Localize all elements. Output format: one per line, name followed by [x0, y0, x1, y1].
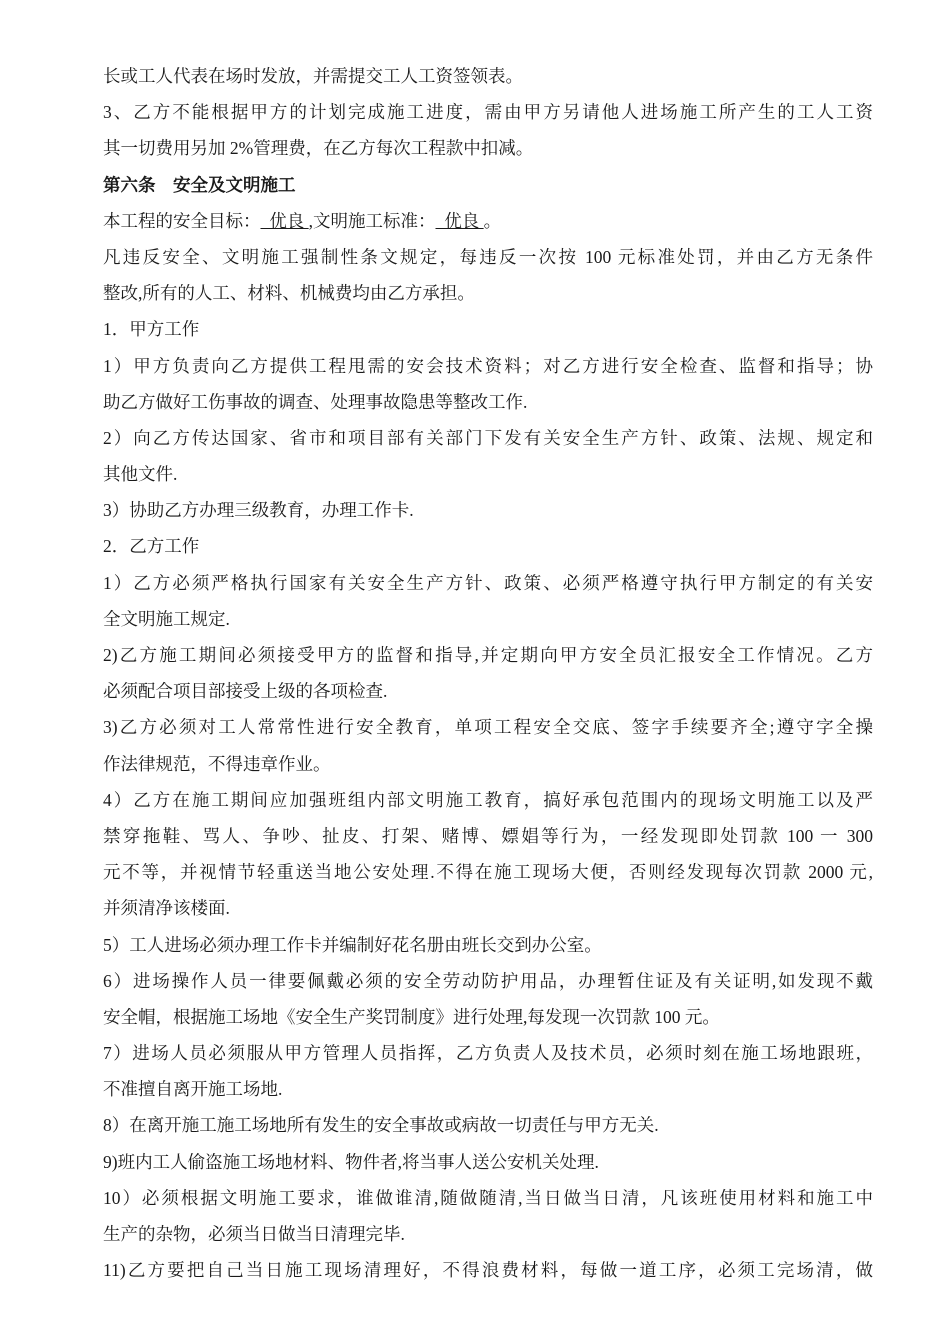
- text-line: 作法律规范，不得违章作业。: [103, 753, 331, 774]
- text-line: 并须清净该楼面.: [103, 898, 230, 919]
- text-line: 1）乙方必须严格执行国家有关安全生产方针、政策、必须严格遵守执行甲方制定的有关安: [103, 572, 873, 593]
- text-line: 全文明施工规定.: [103, 608, 230, 629]
- text-line: 9)班内工人偷盗施工场地材料、物件者,将当事人送公安机关处理.: [103, 1151, 599, 1172]
- safety-goal-label: 本工程的安全目标：: [103, 210, 261, 231]
- text-line: 2）向乙方传达国家、省市和项目部有关部门下发有关安全生产方针、政策、法规、规定和: [103, 427, 873, 448]
- safety-goal-value: 优良: [260, 210, 309, 231]
- text-line: 1）甲方负责向乙方提供工程甩需的安会技术资料；对乙方进行安全检查、监督和指导；协: [103, 355, 873, 376]
- safety-goal-line: [103, 203, 873, 239]
- text-line: 安全帽，根据施工场地《安全生产奖罚制度》进行处理,每发现一次罚款 100 元。: [103, 1006, 720, 1027]
- text-line: 2)乙方施工期间必须接受甲方的监督和指导,并定期向甲方安全员汇报安全工作情况。乙方: [103, 645, 873, 665]
- text-line: 10）必须根据文明施工要求，谁做谁清,随做随清,当日做当日清，凡该班使用材料和施工中: [103, 1187, 873, 1208]
- text-line: 助乙方做好工伤事故的调查、处理事故隐患等整改工作.: [103, 391, 528, 412]
- text-line: 4）乙方在施工期间应加强班组内部文明施工教育，搞好承包范围内的现场文明施工以及严: [103, 789, 873, 810]
- document-page: [103, 58, 873, 1288]
- text-line: 7）进场人员必须服从甲方管理人员指挥，乙方负责人及技术员，必须时刻在施工场地跟班，: [103, 1043, 873, 1064]
- text-line: 5）工人进场必须办理工作卡并编制好花名册由班长交到办公室。: [103, 934, 602, 955]
- text-line: 整改,所有的人工、材料、机械费均由乙方承担。: [103, 283, 475, 304]
- section-heading: 第六条 安全及文明施工: [103, 174, 296, 195]
- civil-standard-value: 优良: [435, 210, 484, 231]
- subheading: 2．乙方工作: [103, 536, 200, 557]
- text-line: 生产的杂物，必须当日做当日清理完毕.: [103, 1224, 405, 1244]
- text-line: 3、乙方不能根据甲方的计划完成施工进度，需由甲方另请他人进场施工所产生的工人工资: [103, 102, 873, 123]
- text-line: 3）协助乙方办理三级教育，办理工作卡.: [103, 500, 414, 521]
- civil-standard-label: ,文明施工标准：: [308, 210, 436, 231]
- text-line: 长或工人代表在场时发放，并需提交工人工资签领表。: [103, 66, 523, 86]
- text-line: 禁穿拖鞋、骂人、争吵、扯皮、打架、赌博、嫖娼等行为，一经发现即处罚款 100 一 300: [103, 825, 873, 846]
- text-line: 6）进场操作人员一律要佩戴必须的安全劳动防护用品，办理暂住证及有关证明,如发现不戴: [103, 970, 873, 991]
- text-line: 必须配合项目部接受上级的各项检查.: [103, 681, 388, 702]
- text-line: 8）在离开施工施工场地所有发生的安全事故或病故一切责任与甲方无关.: [103, 1115, 659, 1136]
- text-line: 不准擅自离开施工场地.: [103, 1079, 283, 1100]
- text-line: 3)乙方必须对工人常常性进行安全教育，单项工程安全交底、签字手续要齐全;遵守字全操: [103, 717, 873, 738]
- text-line: 凡违反安全、文明施工强制性条文规定，每违反一次按 100 元标准处罚，并由乙方无条件: [103, 246, 873, 267]
- subheading: 1．甲方工作: [103, 319, 200, 340]
- text-line: 元不等，并视情节轻重送当地公安处理.不得在施工现场大便，否则经发现每次罚款 2000 元,: [103, 862, 873, 883]
- text-line: 其他文件.: [103, 464, 178, 485]
- line-end: 。: [483, 210, 502, 231]
- text-line: 11)乙方要把自己当日施工现场清理好，不得浪费材料，每做一道工序，必须工完场清，做: [103, 1260, 873, 1281]
- text-line: 其一切费用另加 2%管理费，在乙方每次工程款中扣减。: [103, 138, 534, 159]
